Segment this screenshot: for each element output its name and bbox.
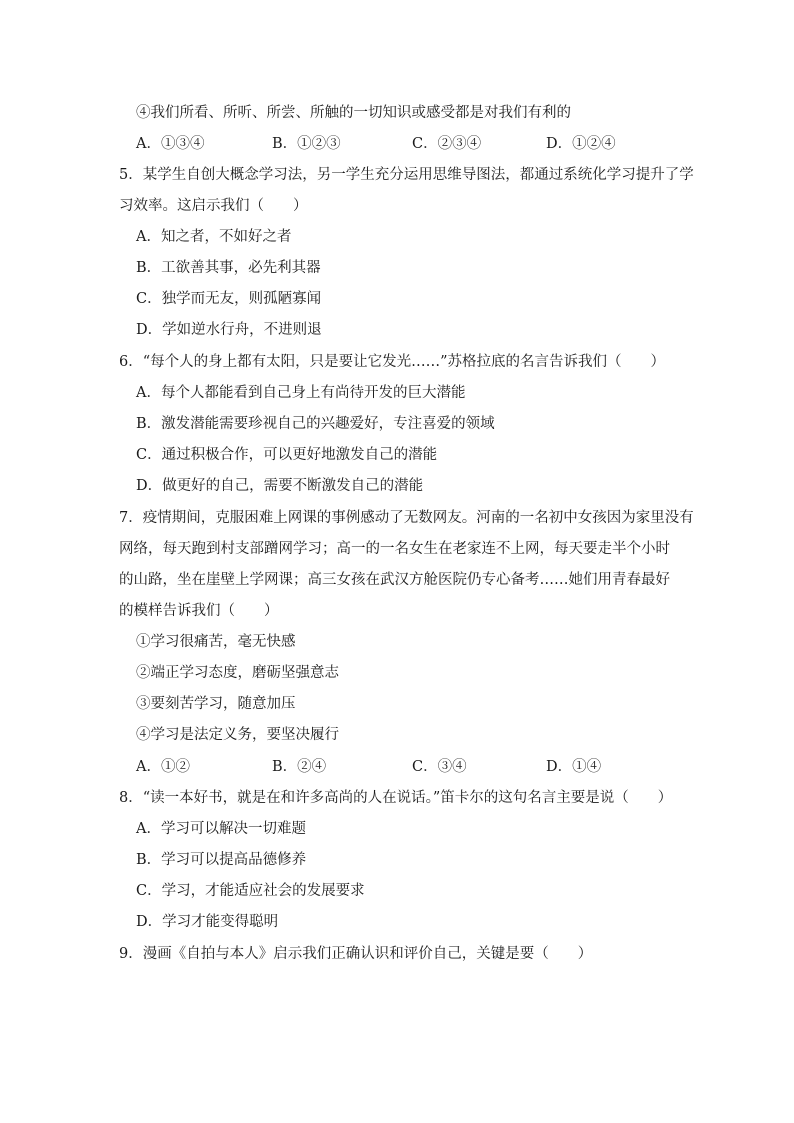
q5-option-c: C．独学而无友，则孤陋寡闻 <box>136 291 322 307</box>
q4-choices <box>136 134 696 154</box>
q7-statement-1: ①学习很痛苦，毫无快感 <box>136 634 296 650</box>
q4-choice-c: C．②③④ <box>412 136 482 152</box>
q7-statement-4: ④学习是法定义务，要坚决履行 <box>136 727 339 743</box>
q6-option-a: A．每个人都能看到自己身上有尚待开发的巨大潜能 <box>136 385 466 401</box>
q6-option-b: B．激发潜能需要珍视自己的兴趣爱好，专注喜爱的领域 <box>136 416 495 432</box>
q5-stem-line-2: 习效率。这启示我们（ ） <box>119 198 308 214</box>
q8-option-d: D．学习才能变得聪明 <box>136 914 279 930</box>
q9-stem: 9．漫画《自拍与本人》启示我们正确认识和评价自己，关键是要（ ） <box>119 946 593 962</box>
q7-choice-b: B．②④ <box>272 759 327 775</box>
q5-option-a: A．知之者，不如好之者 <box>136 229 292 245</box>
q4-statement-4: ④我们所看、所听、所尝、所触的一切知识或感受都是对我们有利的 <box>136 105 571 121</box>
q4-choice-d: D．①②④ <box>546 136 616 152</box>
q5-option-d: D．学如逆水行舟，不进则退 <box>136 322 322 338</box>
q5-stem-line-1: 5．某学生自创大概念学习法，另一学生充分运用思维导图法，都通过系统化学习提升了学 <box>119 167 694 183</box>
q7-choice-a: A．①② <box>136 759 190 775</box>
q7-choices <box>136 757 696 777</box>
q7-choice-c: C．③④ <box>412 759 467 775</box>
q8-option-a: A．学习可以解决一切难题 <box>136 821 306 837</box>
q7-statement-3: ③要刻苦学习，随意加压 <box>136 696 296 712</box>
q7-stem-line-1: 7．疫情期间，克服困难上网课的事例感动了无数网友。河南的一名初中女孩因为家里没有 <box>119 510 694 526</box>
q6-option-c: C．通过积极合作，可以更好地激发自己的潜能 <box>136 447 438 463</box>
q5-option-b: B．工欲善其事，必先利其器 <box>136 260 321 276</box>
q8-option-c: C．学习，才能适应社会的发展要求 <box>136 883 365 899</box>
q7-statement-2: ②端正学习态度，磨砺坚强意志 <box>136 665 339 681</box>
q8-stem: 8．“读一本好书，就是在和许多高尚的人在说话。”笛卡尔的这句名言主要是说（ ） <box>119 790 673 806</box>
q7-stem-line-4: 的模样告诉我们（ ） <box>119 603 279 619</box>
q7-choice-d: D．①④ <box>546 759 602 775</box>
q6-option-d: D．做更好的自己，需要不断激发自己的潜能 <box>136 478 424 494</box>
q4-choice-a: A．①③④ <box>136 136 205 152</box>
q6-stem: 6．“每个人的身上都有太阳，只是要让它发光……”苏格拉底的名言告诉我们（ ） <box>119 354 666 370</box>
q7-stem-line-2: 网络，每天跑到村支部蹭网学习；高一的一名女生在老家连不上网，每天要走半个小时 <box>119 541 670 557</box>
q8-option-b: B．学习可以提高品德修养 <box>136 852 307 868</box>
q7-stem-line-3: 的山路，坐在崖壁上学网课；高三女孩在武汉方舱医院仍专心备考……她们用青春最好 <box>119 572 670 588</box>
q4-choice-b: B．①②③ <box>272 136 341 152</box>
